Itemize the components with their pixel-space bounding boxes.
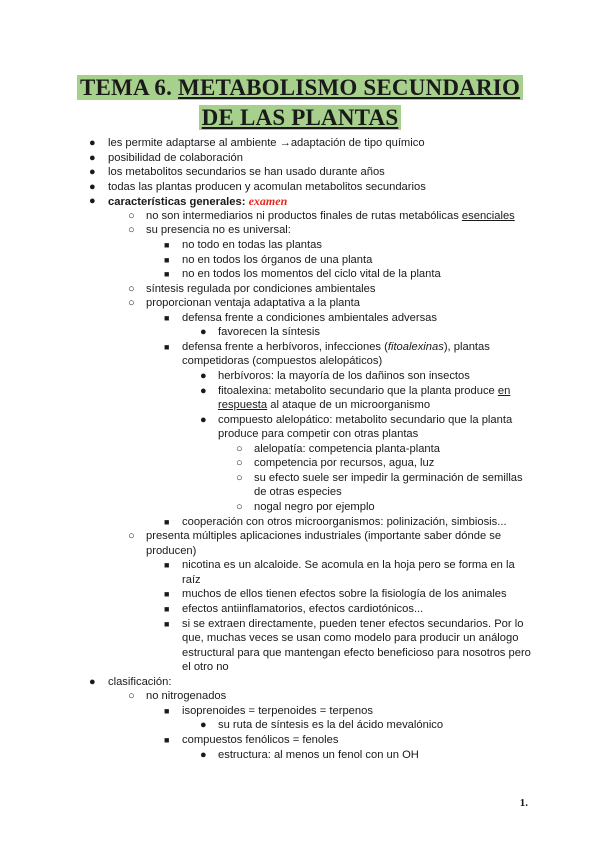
- list-item: compuesto alelopático: metabolito secundario que la planta: [218, 414, 513, 426]
- disc-bullet: ●: [89, 181, 96, 193]
- list-item-text: defensa frente a herbívoros, infecciones (: [182, 341, 388, 353]
- square-bullet: ■: [164, 240, 170, 250]
- list-item: los metabolitos secundarios se han usado durante años: [108, 166, 385, 178]
- page-title-line-2: [0, 104, 600, 132]
- list-item: si se extraen directamente, pueden tener efectos secundarios. Por lo: [182, 618, 524, 630]
- disc-bullet: ●: [89, 137, 96, 149]
- list-item: favorecen la síntesis: [218, 326, 320, 338]
- circle-bullet: ○: [236, 443, 243, 455]
- square-bullet: ■: [164, 342, 170, 352]
- disc-bullet: ●: [89, 152, 96, 164]
- title-line-2-text: DE LAS PLANTAS: [199, 105, 402, 130]
- list-item: [108, 194, 287, 210]
- list-item: su ruta de síntesis es la del ácido mevalónico: [218, 719, 444, 731]
- list-item: cooperación con otros microorganismos: polinización, simbiosis...: [182, 516, 507, 528]
- list-item-continuation: [218, 398, 430, 413]
- page-number: 1.: [519, 797, 528, 809]
- circle-bullet: ○: [128, 530, 135, 542]
- list-item: no en todos los órganos de una planta: [182, 254, 373, 266]
- circle-bullet: ○: [236, 501, 243, 513]
- circle-bullet: ○: [128, 297, 135, 309]
- list-item-continuation: estructural para que mantengan efecto beneficioso para nosotros pero: [182, 647, 531, 659]
- list-item-text: al ataque de un microorganismo: [267, 399, 431, 411]
- list-item-continuation: producen): [146, 545, 197, 557]
- list-item: su presencia no es universal:: [146, 224, 291, 236]
- circle-bullet: ○: [128, 283, 135, 295]
- square-bullet: ■: [164, 313, 170, 323]
- square-bullet: ■: [164, 517, 170, 527]
- square-bullet: ■: [164, 560, 170, 570]
- list-item: no nitrogenados: [146, 690, 227, 702]
- square-bullet: ■: [164, 735, 170, 745]
- list-item-continuation: de otras especies: [254, 486, 342, 498]
- list-item: [218, 384, 510, 399]
- section-heading: características generales: [108, 196, 242, 208]
- list-item: alelopatía: competencia planta-planta: [254, 443, 440, 455]
- underlined-word: respuesta: [218, 399, 268, 411]
- disc-bullet: ●: [200, 326, 207, 338]
- disc-bullet: ●: [89, 166, 96, 178]
- list-item: defensa frente a condiciones ambientales adversas: [182, 312, 437, 324]
- underlined-word: esenciales: [461, 210, 515, 222]
- list-item: posibilidad de colaboración: [108, 152, 243, 164]
- list-item-text: ), plantas: [443, 341, 490, 353]
- list-item: herbívoros: la mayoría de los dañinos son insectos: [218, 370, 470, 382]
- list-item: [146, 209, 515, 224]
- circle-bullet: ○: [128, 690, 135, 702]
- list-item: no todo en todas las plantas: [182, 239, 322, 251]
- title-underlined: METABOLISMO SECUNDARIO: [178, 75, 521, 100]
- disc-bullet: ●: [89, 195, 96, 207]
- disc-bullet: ●: [89, 676, 96, 688]
- list-item-continuation: produce para competir con otras plantas: [218, 428, 419, 440]
- circle-bullet: ○: [236, 457, 243, 469]
- list-item-continuation: competidoras (compuestos alelopáticos): [182, 355, 383, 367]
- list-item: nogal negro por ejemplo: [254, 501, 375, 513]
- disc-bullet: ●: [200, 385, 207, 397]
- list-item: proporcionan ventaja adaptativa a la planta: [146, 297, 360, 309]
- list-item: competencia por recursos, agua, luz: [254, 457, 435, 469]
- list-item: efectos antiinflamatorios, efectos cardiotónicos...: [182, 603, 424, 615]
- disc-bullet: ●: [200, 414, 207, 426]
- list-item-text: no son intermediarios ni productos finales de rutas metabólicas: [146, 210, 462, 222]
- list-item: [182, 340, 490, 355]
- page-title-line-1: [0, 74, 600, 102]
- list-item-continuation: que, muchas veces se usan como modelo para producir un análogo: [182, 632, 519, 644]
- square-bullet: ■: [164, 706, 170, 716]
- list-item: compuestos fenólicos = fenoles: [182, 734, 339, 746]
- square-bullet: ■: [164, 269, 170, 279]
- list-item: clasificación:: [108, 676, 172, 688]
- list-item: les permite adaptarse al ambiente →adaptación de tipo químico: [108, 137, 425, 149]
- list-item-text: fitoalexina: metabolito secundario que la planta produce: [218, 385, 498, 397]
- list-item-continuation: raíz: [182, 574, 201, 586]
- square-bullet: ■: [164, 589, 170, 599]
- list-item: todas las plantas producen y acomulan metabolitos secundarios: [108, 181, 426, 193]
- list-item: presenta múltiples aplicaciones industriales (importante saber dónde se: [146, 530, 502, 542]
- square-bullet: ■: [164, 619, 170, 629]
- list-item: nicotina es un alcaloide. Se acomula en la hoja pero se forma en la: [182, 559, 515, 571]
- list-item: no en todos los momentos del ciclo vital de la planta: [182, 268, 441, 280]
- exam-tag: examen: [248, 194, 288, 208]
- list-item-continuation: el otro no: [182, 661, 229, 673]
- disc-bullet: ●: [200, 719, 207, 731]
- list-item: isoprenoides = terpenoides = terpenos: [182, 705, 373, 717]
- list-item: síntesis regulada por condiciones ambientales: [146, 283, 376, 295]
- list-item: su efecto suele ser impedir la germinación de semillas: [254, 472, 523, 484]
- square-bullet: ■: [164, 604, 170, 614]
- circle-bullet: ○: [128, 210, 135, 222]
- list-item: muchos de ellos tienen efectos sobre la fisiología de los animales: [182, 588, 507, 600]
- square-bullet: ■: [164, 255, 170, 265]
- circle-bullet: ○: [128, 224, 135, 236]
- italic-term: fitoalexinas: [387, 341, 444, 353]
- underlined-word: en: [497, 385, 511, 397]
- disc-bullet: ●: [200, 370, 207, 382]
- list-item: estructura: al menos un fenol con un OH: [218, 749, 419, 761]
- colon: :: [241, 196, 249, 208]
- title-prefix: TEMA 6.: [79, 75, 179, 100]
- disc-bullet: ●: [200, 749, 207, 761]
- circle-bullet: ○: [236, 472, 243, 484]
